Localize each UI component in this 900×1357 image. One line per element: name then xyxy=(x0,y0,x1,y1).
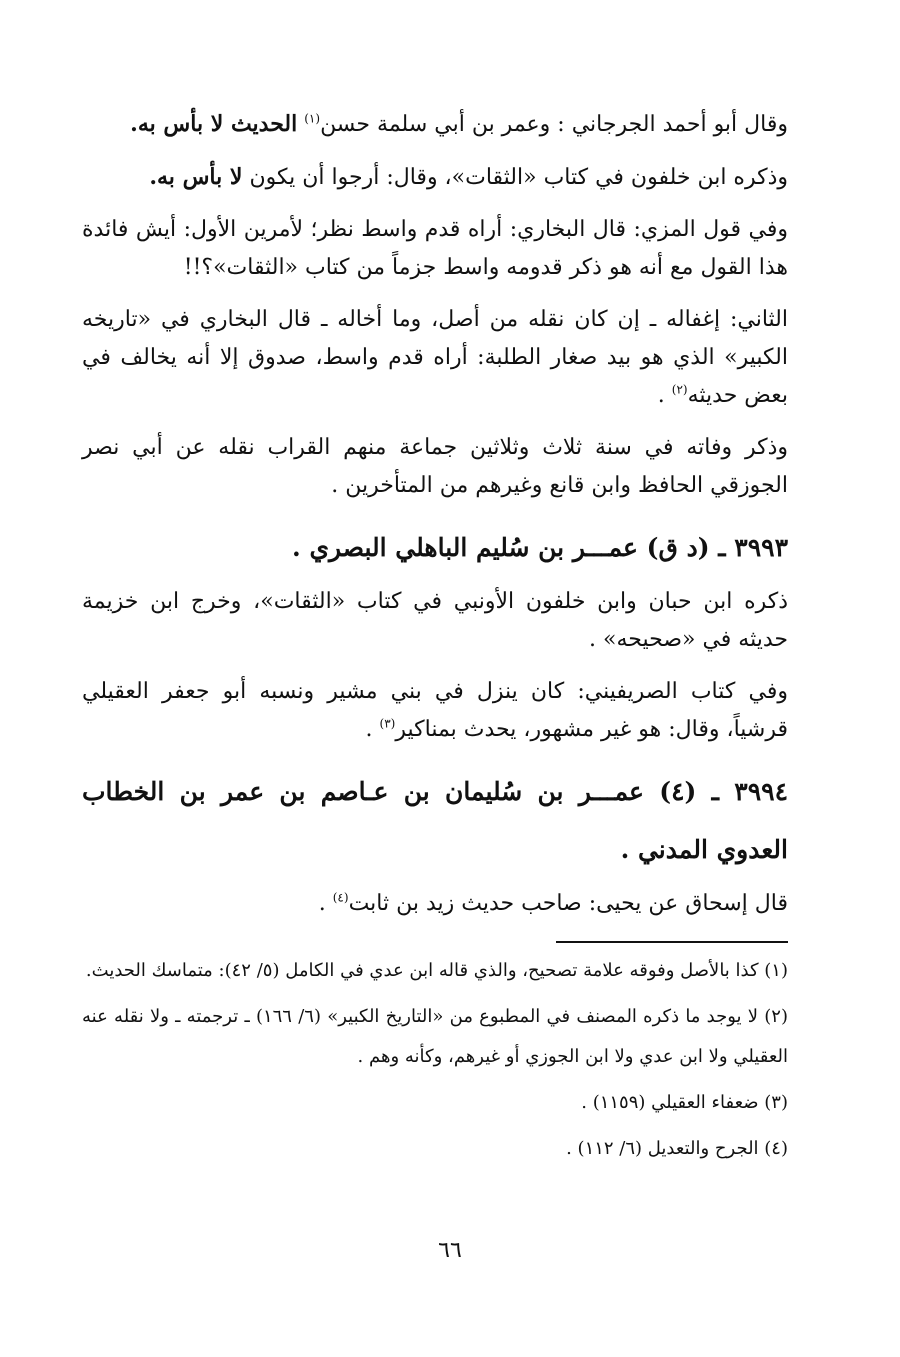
footnote-ref[interactable]: (١) xyxy=(304,111,321,126)
footnote-ref[interactable]: (٣) xyxy=(379,716,396,731)
footnote-ref[interactable]: (٢) xyxy=(671,382,688,397)
bold-phrase: الحديث لا بأس به. xyxy=(130,111,298,137)
footnote-1: (١) كذا بالأصل وفوقه علامة تصحيح، والذي قاله ابن عدي في الكامل (٥/ ٤٢): متماسك الحديث. xyxy=(85,960,788,981)
paragraph-3993-sarifini xyxy=(82,673,788,749)
paragraph-text: قال إسحاق عن يحيى: صاحب حديث زيد بن ثابت xyxy=(348,891,788,916)
paragraph-jurjani xyxy=(82,105,788,144)
paragraph-tail: . xyxy=(365,717,380,742)
paragraph-tail: . xyxy=(318,891,333,916)
paragraph-ibn-khalfun xyxy=(82,158,788,197)
paragraph-mizzi xyxy=(82,211,788,287)
paragraph-text: وذكر وفاته في سنة ثلاث وثلاثين جماعة منهم القراب نقله عن أبي نصر الجوزقي الحافظ وابن قانع وغيرهم من المتأخرين . xyxy=(82,435,788,498)
paragraph-text: وذكره ابن خلفون في كتاب «الثقات»، وقال: أرجوا أن يكون xyxy=(249,165,788,190)
footnote-4: (٤) الجرح والتعديل (٦/ ١١٢) . xyxy=(566,1138,788,1159)
footnote-2: (٢) لا يوجد ما ذكره المصنف في المطبوع من «التاريخ الكبير» (٦/ ١٦٦) ـ ترجمته ـ ولا نقله عنه العقيلي ولا ابن عدي ولا ابن الجوزي أو غيرهم، وكأنه وهم . xyxy=(82,1006,788,1067)
paragraph-text: وفي قول المزي: قال البخاري: أراه قدم واسط نظر؛ لأمرين الأول: أيش فائدة هذا القول مع أنه هو ذكر قدومه واسط جزماً من كتاب «الثقات»؟!! xyxy=(82,217,788,280)
page-number: ٦٦ xyxy=(438,1238,462,1263)
paragraph-text: الثاني: إغفاله ـ إن كان نقله من أصل، وما أخاله ـ قال البخاري في «تاريخه الكبير» الذي هو بيد صغار الطلبة: أراه قدم واسط، صدوق إلا أنه يخالف في بعض حديثه xyxy=(82,307,788,408)
paragraph-text: وفي كتاب الصريفيني: كان ينزل في بني مشير ونسبه أبو جعفر العقيلي قرشياً، وقال: هو غير مشهور، يحدث بمناكير xyxy=(82,679,788,742)
paragraph-tail: . xyxy=(657,383,672,408)
paragraph-3994-ishaq xyxy=(82,885,788,923)
paragraph-text: ذكره ابن حبان وابن خلفون الأونبي في كتاب «الثقات»، وخرج ابن خزيمة حديثه في «صحيحه» . xyxy=(82,589,788,652)
paragraph-3993-thiqat xyxy=(82,583,788,659)
paragraph-death-year xyxy=(82,429,788,505)
bold-phrase: لا بأس به. xyxy=(149,164,243,190)
paragraph-second-point xyxy=(82,301,788,415)
footnote-ref[interactable]: (٤) xyxy=(332,890,349,905)
paragraph-text: وقال أبو أحمد الجرجاني : وعمر بن أبي سلمة حسن xyxy=(320,112,788,137)
entry-heading-3994: ٣٩٩٤ ـ (٤) عمـــر بن سُليمان بن عـاصم بن عمر بن الخطاب العدوي المدني . xyxy=(82,777,789,864)
footnote-3: (٣) ضعفاء العقيلي (١١٥٩) . xyxy=(581,1092,788,1113)
entry-heading-3993: ٣٩٩٣ ـ (د ق) عمـــر بن سُليم الباهلي البصري . xyxy=(292,533,788,562)
footnote-divider xyxy=(556,941,788,943)
